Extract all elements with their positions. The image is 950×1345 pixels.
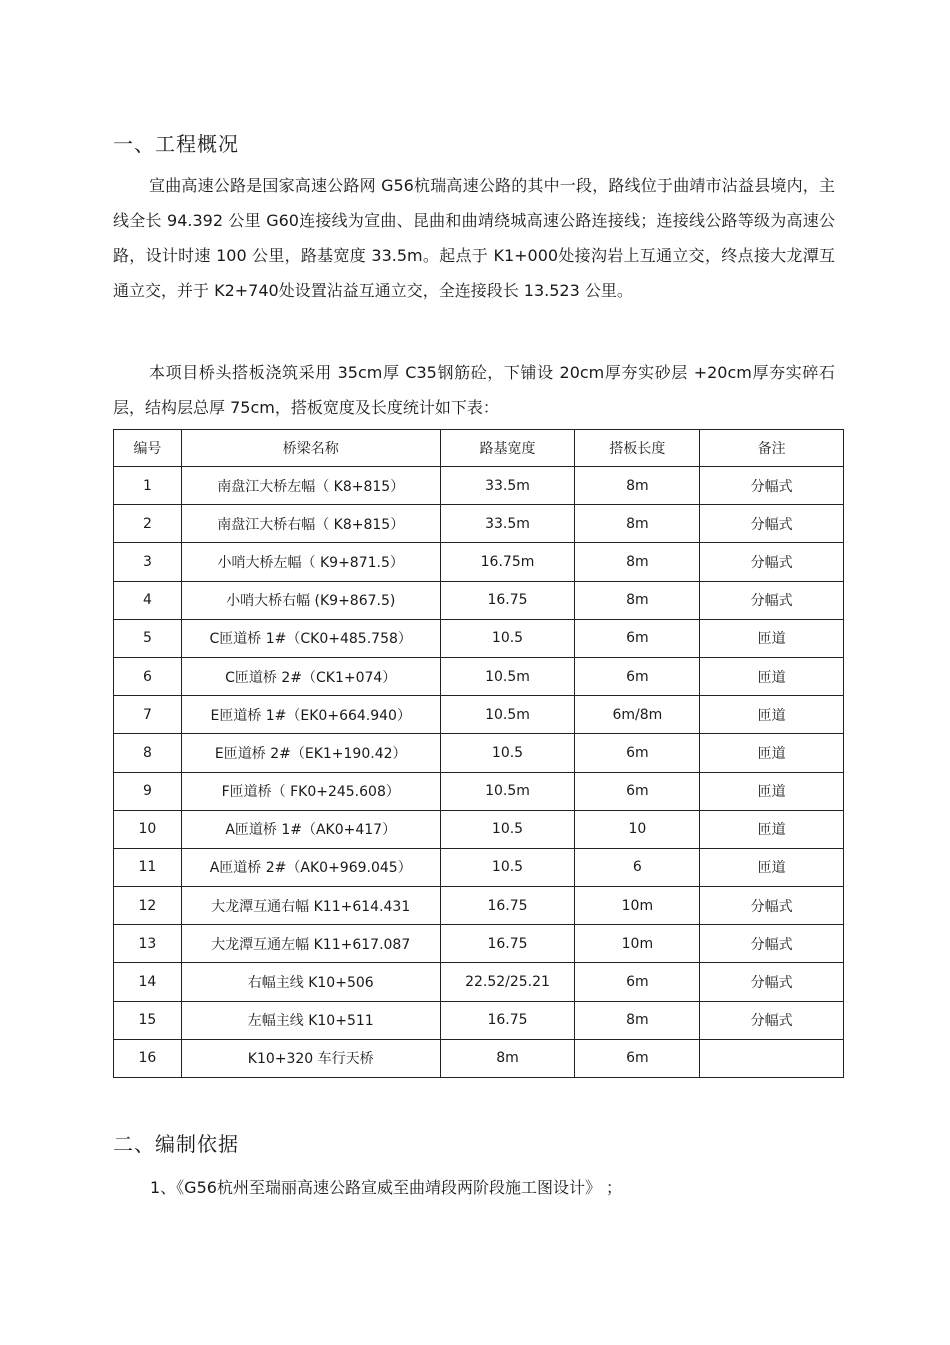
cell-slab-length: 8m [575, 467, 700, 505]
table-row [114, 963, 844, 1001]
table-row [114, 848, 844, 886]
column-header-number: 编号 [114, 430, 182, 467]
cell-bridge-name: A匝道桥 1#（AK0+417） [181, 810, 440, 848]
basis-item-1: 1、《G56杭州至瑞丽高速公路宣威至曲靖段两阶段施工图设计》 ； [150, 1178, 623, 1197]
cell-number: 4 [114, 581, 182, 619]
cell-number: 15 [114, 1001, 182, 1039]
table-header-row [114, 430, 844, 467]
cell-slab-length: 10 [575, 810, 700, 848]
cell-slab-length: 10m [575, 887, 700, 925]
table-body [114, 467, 844, 1078]
cell-number: 5 [114, 619, 182, 657]
table-row [114, 581, 844, 619]
cell-number: 16 [114, 1039, 182, 1077]
cell-subgrade-width: 10.5m [440, 772, 575, 810]
table-row [114, 543, 844, 581]
cell-number: 13 [114, 925, 182, 963]
cell-subgrade-width: 8m [440, 1039, 575, 1077]
cell-subgrade-width: 16.75 [440, 925, 575, 963]
cell-bridge-name: 南盘江大桥左幅（ K8+815） [181, 467, 440, 505]
cell-slab-length: 6m [575, 772, 700, 810]
cell-bridge-name: 小哨大桥右幅 (K9+867.5) [181, 581, 440, 619]
cell-slab-length: 6m [575, 657, 700, 695]
cell-slab-length: 8m [575, 1001, 700, 1039]
cell-slab-length: 10m [575, 925, 700, 963]
cell-remark: 分幅式 [700, 925, 844, 963]
cell-bridge-name: F匝道桥（ FK0+245.608） [181, 772, 440, 810]
cell-subgrade-width: 33.5m [440, 467, 575, 505]
cell-bridge-name: 小哨大桥左幅（ K9+871.5） [181, 543, 440, 581]
cell-slab-length: 6 [575, 848, 700, 886]
cell-subgrade-width: 10.5m [440, 696, 575, 734]
cell-subgrade-width: 16.75 [440, 581, 575, 619]
table-row [114, 1039, 844, 1077]
cell-bridge-name: 大龙潭互通右幅 K11+614.431 [181, 887, 440, 925]
table-row [114, 887, 844, 925]
cell-bridge-name: C匝道桥 2#（CK1+074） [181, 657, 440, 695]
column-header-subgrade-width: 路基宽度 [440, 430, 575, 467]
cell-bridge-name: 大龙潭互通左幅 K11+617.087 [181, 925, 440, 963]
cell-slab-length: 6m [575, 734, 700, 772]
cell-subgrade-width: 22.52/25.21 [440, 963, 575, 1001]
table-row [114, 657, 844, 695]
cell-bridge-name: A匝道桥 2#（AK0+969.045） [181, 848, 440, 886]
cell-bridge-name: E匝道桥 2#（EK1+190.42） [181, 734, 440, 772]
table-row [114, 734, 844, 772]
cell-subgrade-width: 16.75 [440, 1001, 575, 1039]
cell-subgrade-width: 33.5m [440, 505, 575, 543]
cell-subgrade-width: 10.5 [440, 848, 575, 886]
cell-remark: 匝道 [700, 619, 844, 657]
column-header-remark: 备注 [700, 430, 844, 467]
table-row [114, 925, 844, 963]
cell-number: 14 [114, 963, 182, 1001]
cell-remark: 匝道 [700, 772, 844, 810]
cell-number: 6 [114, 657, 182, 695]
cell-remark: 匝道 [700, 734, 844, 772]
cell-number: 3 [114, 543, 182, 581]
cell-remark: 分幅式 [700, 1001, 844, 1039]
cell-bridge-name: E匝道桥 1#（EK0+664.940） [181, 696, 440, 734]
cell-subgrade-width: 16.75m [440, 543, 575, 581]
cell-remark: 分幅式 [700, 887, 844, 925]
table-row [114, 810, 844, 848]
table-row [114, 696, 844, 734]
cell-subgrade-width: 16.75 [440, 887, 575, 925]
cell-slab-length: 8m [575, 505, 700, 543]
cell-remark: 匝道 [700, 810, 844, 848]
table-row [114, 772, 844, 810]
cell-remark [700, 1039, 844, 1077]
cell-number: 11 [114, 848, 182, 886]
cell-subgrade-width: 10.5 [440, 810, 575, 848]
cell-remark: 分幅式 [700, 963, 844, 1001]
overview-paragraph: 宣曲高速公路是国家高速公路网 G56杭瑞高速公路的其中一段，路线位于曲靖市沾益县境内，主线全长 94.392 公里 G60连接线为宣曲、昆曲和曲靖绕城高速公路连接线；连接线公路等级为高速公路，设计时速 100 公里，路基宽度 33.5m。起点于 K1+000处接沟岩上互通立交，终点接大龙潭互通立交，并于 K2+740处设置沾益互通立交，全连接段长 13.523 公里。 [113, 176, 835, 300]
cell-remark: 分幅式 [700, 543, 844, 581]
cell-bridge-name: K10+320 车行天桥 [181, 1039, 440, 1077]
cell-slab-length: 6m [575, 963, 700, 1001]
cell-subgrade-width: 10.5 [440, 619, 575, 657]
column-header-bridge-name: 桥梁名称 [181, 430, 440, 467]
cell-number: 1 [114, 467, 182, 505]
cell-bridge-name: 左幅主线 K10+511 [181, 1001, 440, 1039]
cell-number: 10 [114, 810, 182, 848]
cell-remark: 分幅式 [700, 467, 844, 505]
cell-slab-length: 6m [575, 619, 700, 657]
column-header-slab-length: 搭板长度 [575, 430, 700, 467]
cell-slab-length: 8m [575, 543, 700, 581]
cell-bridge-name: 右幅主线 K10+506 [181, 963, 440, 1001]
cell-remark: 匝道 [700, 696, 844, 734]
cell-remark: 匝道 [700, 657, 844, 695]
cell-number: 8 [114, 734, 182, 772]
cell-subgrade-width: 10.5 [440, 734, 575, 772]
table-row [114, 467, 844, 505]
cell-remark: 分幅式 [700, 581, 844, 619]
section-heading-overview: 一、工程概况 [113, 132, 239, 156]
table-row [114, 505, 844, 543]
cell-number: 9 [114, 772, 182, 810]
cell-number: 2 [114, 505, 182, 543]
table-row [114, 619, 844, 657]
cell-slab-length: 6m/8m [575, 696, 700, 734]
cell-slab-length: 8m [575, 581, 700, 619]
cell-number: 7 [114, 696, 182, 734]
cell-remark: 匝道 [700, 848, 844, 886]
cell-remark: 分幅式 [700, 505, 844, 543]
cell-subgrade-width: 10.5m [440, 657, 575, 695]
cell-bridge-name: C匝道桥 1#（CK0+485.758） [181, 619, 440, 657]
table-row [114, 1001, 844, 1039]
cell-bridge-name: 南盘江大桥右幅（ K8+815） [181, 505, 440, 543]
cell-slab-length: 6m [575, 1039, 700, 1077]
slab-description-paragraph: 本项目桥头搭板浇筑采用 35cm厚 C35钢筋砼，下铺设 20cm厚夯实砂层 +20cm厚夯实碎石层，结构层总厚 75cm，搭板宽度及长度统计如下表： [113, 363, 835, 417]
section-heading-basis: 二、编制依据 [113, 1132, 239, 1156]
slab-statistics-table [113, 429, 844, 1078]
cell-number: 12 [114, 887, 182, 925]
